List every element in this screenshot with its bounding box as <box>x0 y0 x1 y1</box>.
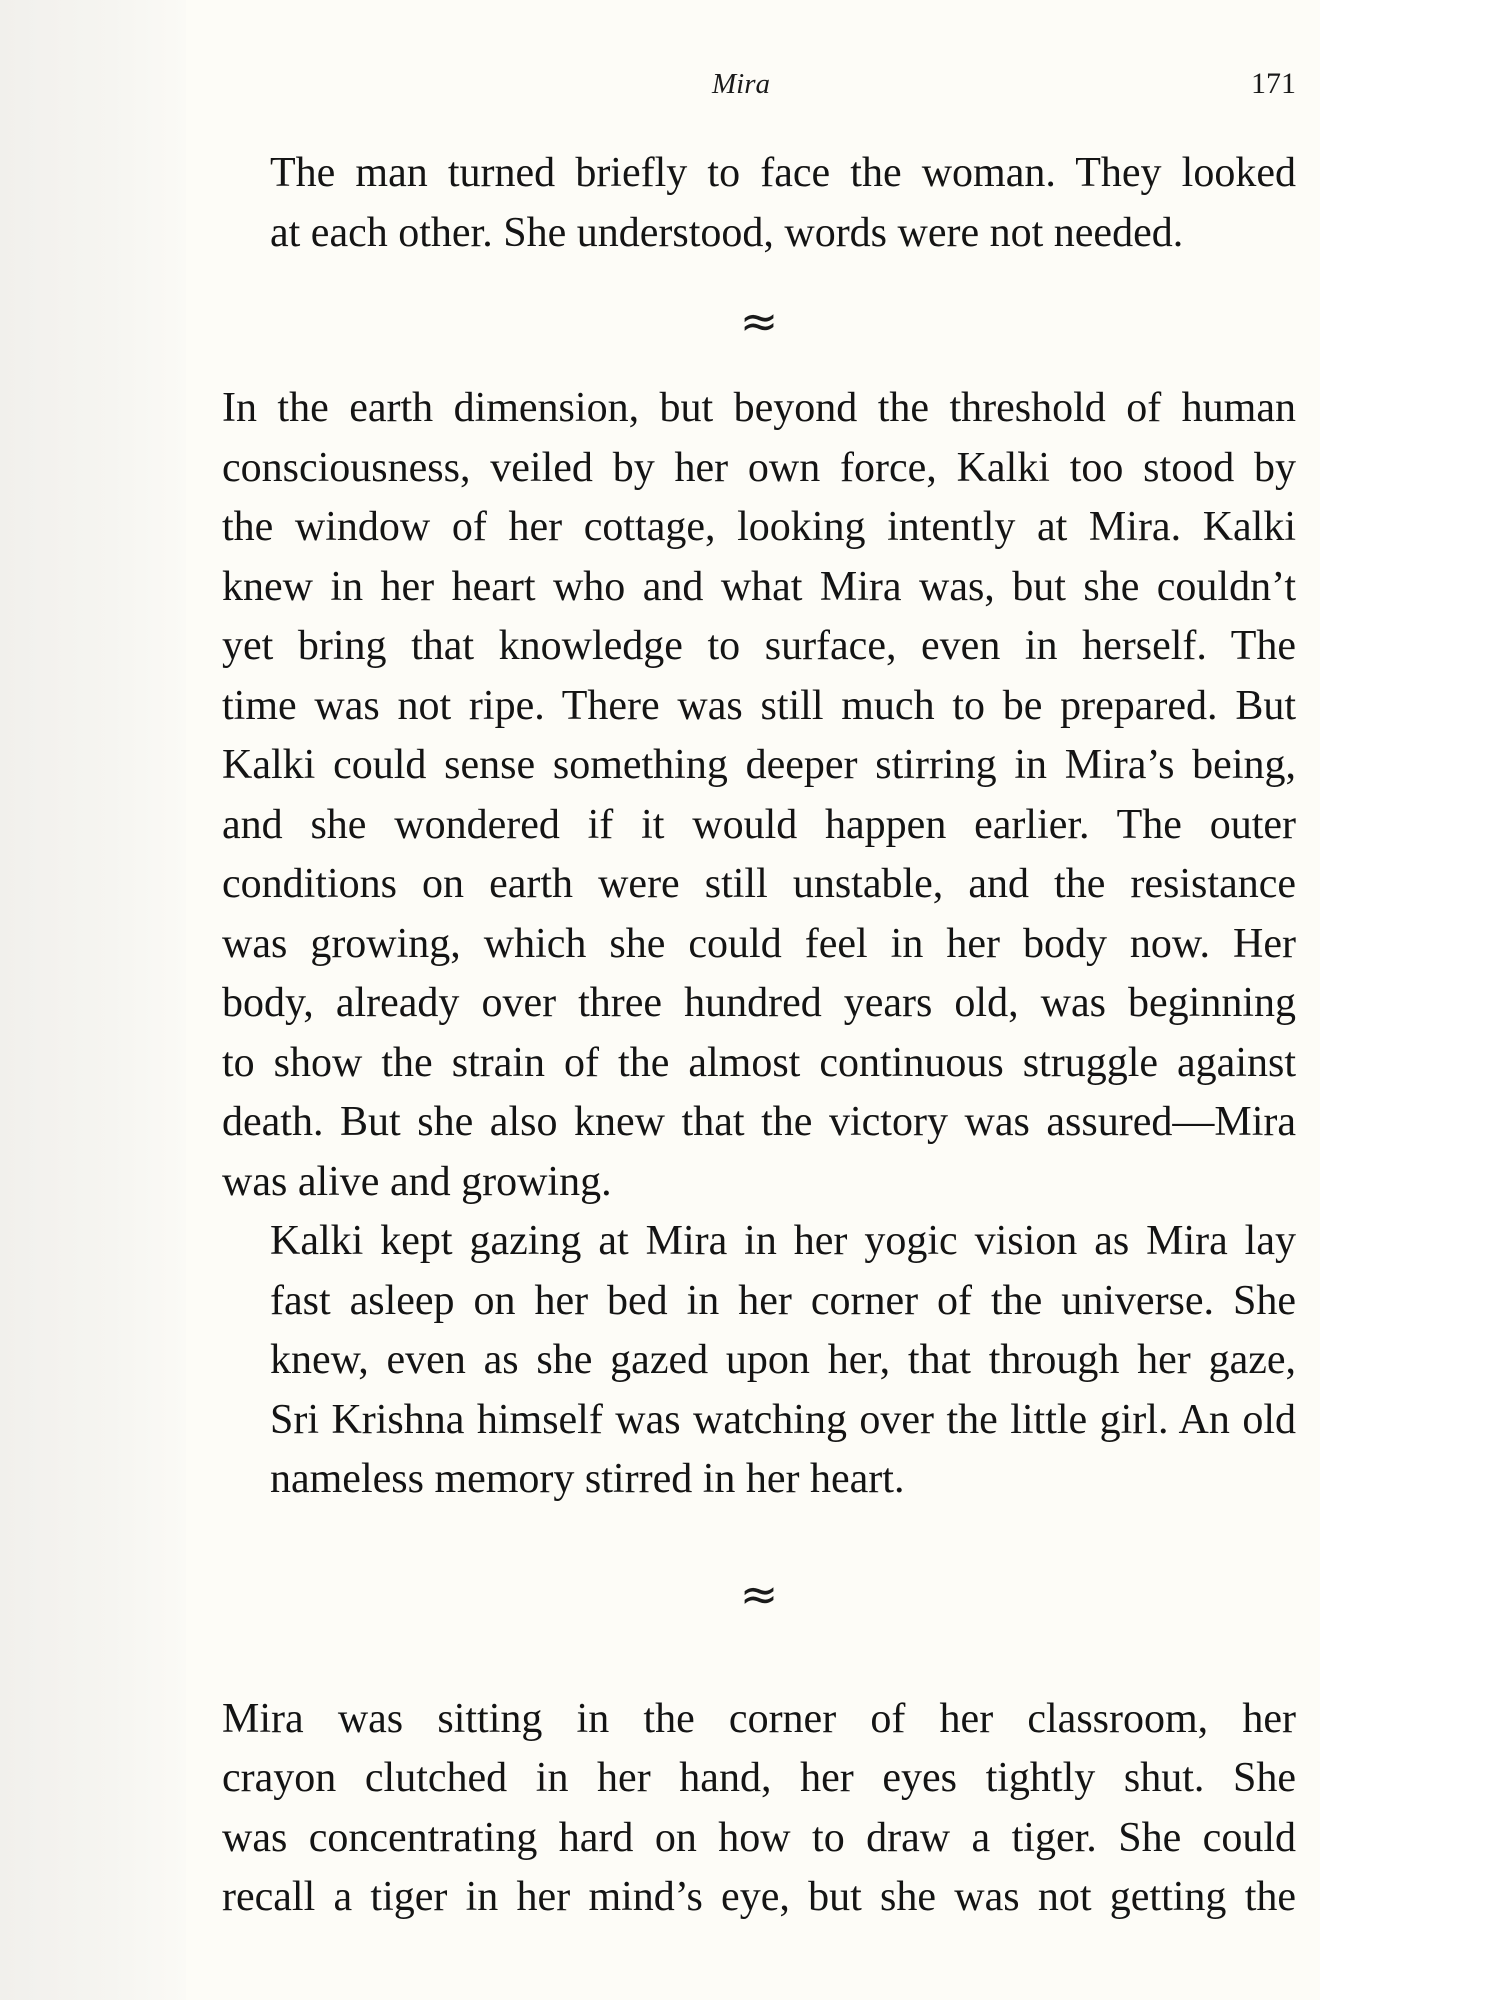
text-line: Kalki could sense something deeper stirring in Mira’s being, <box>222 742 1296 788</box>
text-line: death. But she also knew that the victory was assured—Mira <box>222 1099 1296 1145</box>
text-line: yet bring that knowledge to surface, even in herself. The <box>222 623 1296 669</box>
running-head: Mira <box>712 68 770 100</box>
text-line: was concentrating hard on how to draw a tiger. She could <box>222 1814 1296 1861</box>
paragraph <box>222 1212 1296 1510</box>
text-line: Kalki kept gazing at Mira in her yogic vision as Mira lay <box>270 1218 1296 1264</box>
page-number: 171 <box>1251 67 1296 100</box>
text-line: nameless memory stirred in her heart. <box>270 1456 905 1502</box>
text-line: was alive and growing. <box>222 1158 612 1205</box>
page-gutter-shadow <box>0 0 186 2000</box>
paragraph <box>222 379 1296 1212</box>
text-line: at each other. She understood, words were not needed. <box>270 209 1184 256</box>
text-line: Sri Krishna himself was watching over the little girl. An old <box>270 1396 1296 1443</box>
text-line: fast asleep on her bed in her corner of the universe. She <box>270 1277 1296 1324</box>
section-break: ≈ <box>739 294 779 348</box>
text-line: was growing, which she could feel in her body now. Her <box>222 920 1296 967</box>
text-line: and she wondered if it would happen earlier. The outer <box>222 801 1296 848</box>
text-line: knew, even as she gazed upon her, that through her gaze, <box>270 1337 1296 1383</box>
paragraph <box>222 1690 1296 1928</box>
text-line: knew in her heart who and what Mira was, but she couldn’t <box>222 563 1296 610</box>
text-line: time was not ripe. There was still much to be prepared. But <box>222 682 1296 729</box>
text-line: In the earth dimension, but beyond the threshold of human <box>222 385 1296 431</box>
text-line: conditions on earth were still unstable, and the resistance <box>222 861 1296 907</box>
text-line: the window of her cottage, looking intently at Mira. Kalki <box>222 504 1296 550</box>
page-header <box>186 62 1296 106</box>
text-line: to show the strain of the almost continuous struggle against <box>222 1039 1296 1086</box>
text-line: recall a tiger in her mind’s eye, but she was not getting the <box>222 1874 1296 1920</box>
text-line: consciousness, veiled by her own force, Kalki too stood by <box>222 444 1296 491</box>
section-break: ≈ <box>739 1566 779 1621</box>
paragraph <box>222 144 1296 263</box>
text-line: crayon clutched in her hand, her eyes tightly shut. She <box>222 1755 1296 1801</box>
body-text <box>222 144 1296 1928</box>
text-line: The man turned briefly to face the woman. They looked <box>270 150 1296 196</box>
text-line: body, already over three hundred years old, was beginning <box>222 980 1296 1026</box>
text-line: Mira was sitting in the corner of her classroom, her <box>222 1695 1296 1742</box>
